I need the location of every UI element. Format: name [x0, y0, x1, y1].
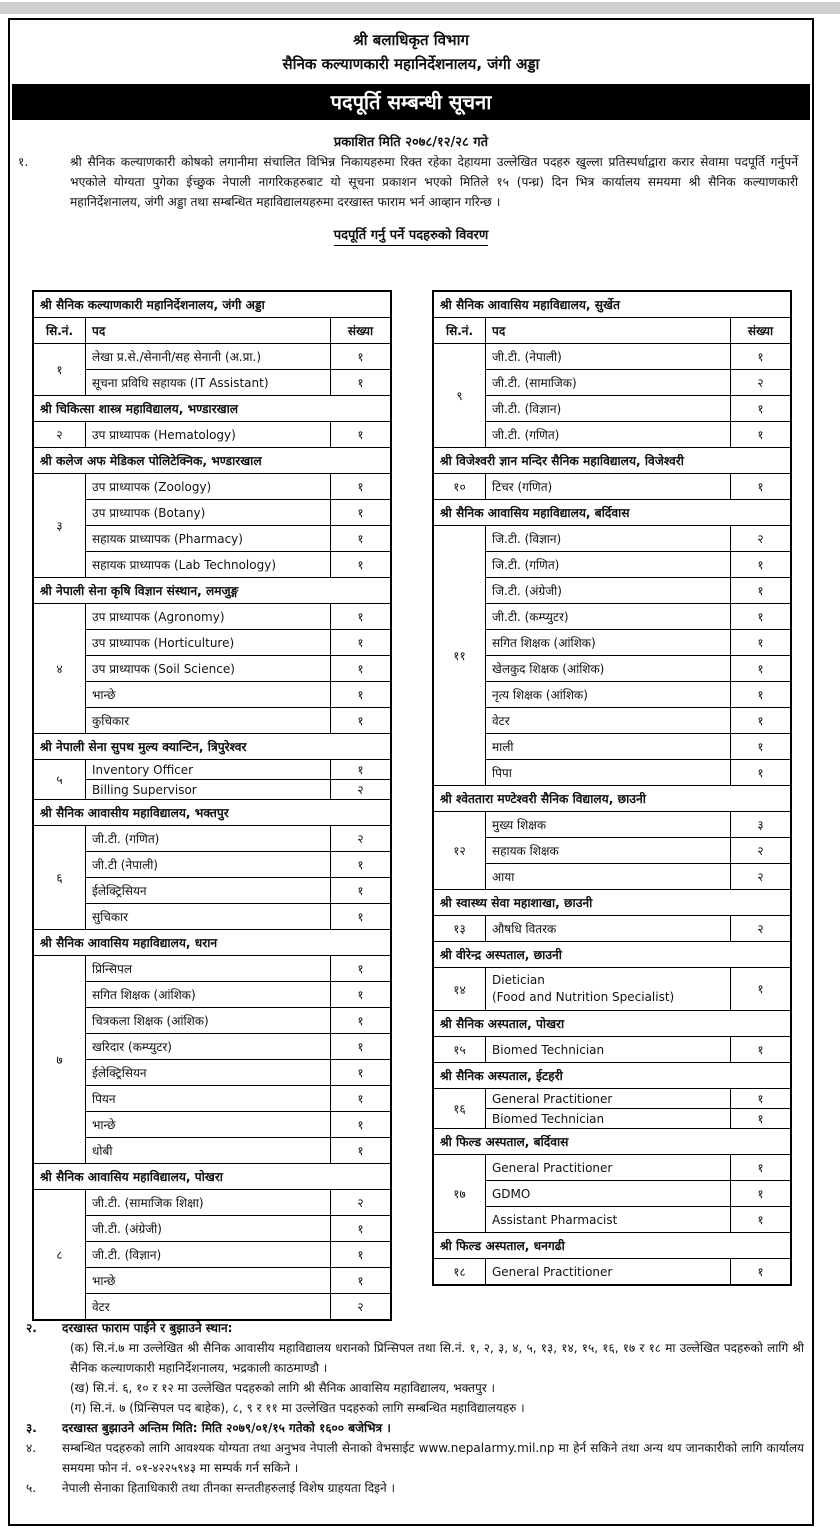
post-count: १ — [731, 760, 791, 786]
post-name: Billing Supervisor — [86, 780, 331, 800]
post-row — [434, 708, 791, 734]
post-count: १ — [330, 1034, 390, 1060]
posts-table — [433, 291, 791, 1285]
post-name: जी.टी (नेपाली) — [86, 852, 331, 878]
post-name: Biomed Technician — [486, 1109, 731, 1129]
institution-row — [434, 942, 791, 968]
post-row — [34, 1190, 391, 1216]
post-row — [34, 708, 391, 734]
institution-row — [34, 292, 391, 318]
institution-row — [434, 890, 791, 916]
post-count: १ — [330, 344, 390, 370]
post-name: जी.टी. (सामाजिक) — [486, 370, 731, 396]
col-header-sn: सि.नं. — [34, 318, 86, 344]
post-row — [434, 1181, 791, 1207]
post-count: १ — [330, 1086, 390, 1112]
directorate-name: सैनिक कल्याणकारी महानिर्देशनालय, जंगी अड्डा — [282, 55, 540, 73]
post-name: ईलेक्ट्रिसियन — [86, 1060, 331, 1086]
post-row — [34, 1034, 391, 1060]
post-row — [434, 526, 791, 552]
post-name: जि.टी. (अंग्रेजी) — [486, 578, 731, 604]
post-row — [34, 780, 391, 800]
post-count: १ — [330, 682, 390, 708]
post-count: १ — [330, 878, 390, 904]
institution-row — [34, 1164, 391, 1190]
serial-number: १७ — [434, 1155, 486, 1233]
post-name: वेटर — [486, 708, 731, 734]
footer-point-2a: (क) सि.नं.७ मा उल्लेखित श्री सैनिक आवासीय महाविद्यालय धरानको प्रिन्सिपल तथा सि.नं. १, २, ३, ४, ५, १३, १४, १५, १६, १७ र १८ मा उल्लेखित पदहरुको लागि श्री सैनिक कल्याणकारी महानिर्देशनालय, भद्रकाली काठमाण्डौ । — [70, 1341, 804, 1375]
serial-number: ३ — [34, 474, 86, 578]
institution-name: श्री नेपाली सेना सुपथ मुल्य क्यान्टिन, त्रिपुरेश्वर — [34, 734, 391, 760]
post-row — [34, 422, 391, 448]
post-name: उप प्राध्यापक (Agronomy) — [86, 604, 331, 630]
post-count: १ — [330, 708, 390, 734]
post-name: नृत्य शिक्षक (आंशिक) — [486, 682, 731, 708]
post-name: धोबी — [86, 1138, 331, 1164]
post-count: ३ — [731, 812, 791, 838]
post-count: २ — [330, 780, 390, 800]
post-count: १ — [330, 552, 390, 578]
post-name: वेटर — [86, 1294, 331, 1320]
post-row — [434, 344, 791, 370]
post-count: १ — [330, 656, 390, 682]
institution-row — [434, 292, 791, 318]
institution-name: श्री नेपाली सेना कृषि विज्ञान संस्थान, लमजुङ्ग — [34, 578, 391, 604]
post-name: सूचना प्रविधि सहायक (IT Assistant) — [86, 370, 331, 396]
post-row — [34, 1060, 391, 1086]
post-count: १ — [330, 852, 390, 878]
post-name: सगित शिक्षक (आंशिक) — [86, 982, 331, 1008]
serial-number: १८ — [434, 1259, 486, 1285]
institution-row — [34, 930, 391, 956]
post-count: १ — [731, 708, 791, 734]
notice-footer — [10, 1318, 816, 1498]
post-row — [34, 656, 391, 682]
notice-document — [8, 18, 814, 1526]
col-header-count: संख्या — [330, 318, 390, 344]
post-row — [434, 1089, 791, 1109]
serial-number: ७ — [34, 956, 86, 1164]
post-row — [434, 838, 791, 864]
serial-number: ८ — [34, 1190, 86, 1320]
post-name: जी.टी. (नेपाली) — [486, 344, 731, 370]
post-name: जि.टी. (विज्ञान) — [486, 526, 731, 552]
posts-table — [33, 291, 391, 1320]
institution-row — [434, 448, 791, 474]
post-count: १ — [731, 1037, 791, 1063]
serial-number: ६ — [34, 826, 86, 930]
post-row — [434, 656, 791, 682]
post-name: उप प्राध्यापक (Zoology) — [86, 474, 331, 500]
department-name: श्री बलाधिकृत विभाग — [353, 31, 469, 49]
post-name: ईलेक्ट्रिसियन — [86, 878, 331, 904]
institution-row — [434, 786, 791, 812]
post-row — [34, 1008, 391, 1034]
post-count: १ — [330, 1008, 390, 1034]
post-count: १ — [731, 968, 791, 1011]
institution-name: श्री फिल्ड अस्पताल, धनगढी — [434, 1233, 791, 1259]
post-count: १ — [731, 734, 791, 760]
post-count: १ — [330, 474, 390, 500]
col-header-sn: सि.नं. — [434, 318, 486, 344]
institution-name: श्री स्वास्थ्य सेवा महाशाखा, छाउनी — [434, 890, 791, 916]
published-date: प्रकाशित मिति २०७८/१२/२८ गते — [333, 135, 489, 150]
footer-point-4 — [10, 1438, 816, 1478]
institution-name: श्री फिल्ड अस्पताल, बर्दिवास — [434, 1129, 791, 1155]
post-count: १ — [731, 344, 791, 370]
post-row — [34, 878, 391, 904]
post-count: १ — [330, 1060, 390, 1086]
post-name: जी.टी. (सामाजिक शिक्षा) — [86, 1190, 331, 1216]
post-row — [434, 734, 791, 760]
post-count: १ — [330, 1138, 390, 1164]
footer-point-2b: (ख) सि.नं. ६, १० र १२ मा उल्लेखित पदहरुको लागि श्री सैनिक आवासिय महाविद्यालय, भक्तपुर । — [70, 1381, 496, 1395]
post-name: पियन — [86, 1086, 331, 1112]
post-count: २ — [330, 826, 390, 852]
post-count: १ — [731, 630, 791, 656]
post-row — [34, 630, 391, 656]
post-name: उप प्राध्यापक (Botany) — [86, 500, 331, 526]
serial-number: १२ — [434, 812, 486, 890]
post-count: २ — [731, 864, 791, 890]
post-count: २ — [731, 526, 791, 552]
post-row — [434, 604, 791, 630]
post-count: १ — [330, 956, 390, 982]
post-name: भान्छे — [86, 682, 331, 708]
post-name: GDMO — [486, 1181, 731, 1207]
post-row — [434, 968, 791, 1011]
footer-point-2c: (ग) सि.नं. ७ (प्रिन्सिपल पद बाहेक), ८, ९ र ११ मा उल्लेखित पदहरुको लागि सम्बन्धित महाविद्यालयहरु । — [70, 1401, 525, 1415]
post-row — [434, 1037, 791, 1063]
post-name: आया — [486, 864, 731, 890]
footer-point-5 — [10, 1478, 816, 1498]
footer-point-2 — [10, 1318, 816, 1338]
serial-number: १ — [34, 344, 86, 396]
institution-row — [34, 734, 391, 760]
post-name: Inventory Officer — [86, 760, 331, 780]
post-name: General Practitioner — [486, 1259, 731, 1285]
intro-text: श्री सैनिक कल्याणकारी कोषको लगानीमा संचालित विभिन्न निकायहरुमा रिक्त रहेका देहायमा उल्लेखित पदहरु खुल्ला प्रतिस्पर्धाद्वारा करार सेवामा पदपूर्ति गर्नुपर्ने भएकोले योग्यता पुगेका ईच्छुक नेपाली नागरिकहरुबाट यो सूचना प्रकाशन भएको मितिले १५ (पन्ध्र) दिन भित्र कार्यालय समयमा श्री सैनिक कल्याणकारी महानिर्देशनालय, जंगी अड्डा तथा सम्बन्धित महाविद्यालयहरुमा दरखास्त फाराम भर्न आव्हान गरिन्छ । — [70, 155, 798, 209]
post-count: १ — [330, 604, 390, 630]
post-row — [34, 852, 391, 878]
post-row — [34, 1216, 391, 1242]
post-row — [34, 1112, 391, 1138]
post-row — [34, 904, 391, 930]
post-row — [434, 552, 791, 578]
notice-title-banner: पदपूर्ति सम्बन्धी सूचना — [12, 84, 810, 120]
post-row — [434, 396, 791, 422]
institution-name: श्री सैनिक आवासिय महाविद्यालय, सुर्खेत — [434, 292, 791, 318]
point-number: ५. — [26, 1481, 37, 1495]
institution-name: श्री वीरेन्द्र अस्पताल, छाउनी — [434, 942, 791, 968]
post-count: १ — [330, 370, 390, 396]
left-posts-table — [32, 290, 392, 1321]
post-row — [434, 1259, 791, 1285]
institution-name: श्री कलेज अफ मेडिकल पोलिटेक्निक, भण्डारखाल — [34, 448, 391, 474]
post-row — [34, 826, 391, 852]
post-count: २ — [330, 1190, 390, 1216]
post-row — [34, 760, 391, 780]
point-text: दरखास्त फाराम पाईने र बुझाउने स्थान: — [62, 1321, 233, 1335]
point-text: सम्बन्धित पदहरुको लागि आवश्यक योग्यता तथा अनुभव नेपाली सेनाको वेभसाईट www.nepalarmy.mil.np मा हेर्न सकिने तथा अन्य थप जानकारीको लागि कार्यालय समयमा फोन नं. ०१-४२२५९४३ मा सम्पर्क गर्न सकिने । — [62, 1441, 804, 1475]
post-name: उप प्राध्यापक (Hematology) — [86, 422, 331, 448]
post-count: १ — [330, 1268, 390, 1294]
serial-number: १४ — [434, 968, 486, 1011]
post-name: प्रिन्सिपल — [86, 956, 331, 982]
post-row — [34, 682, 391, 708]
column-header-row — [34, 318, 391, 344]
footer-point-3 — [10, 1418, 816, 1438]
point-number: ३. — [26, 1421, 37, 1435]
post-row — [434, 370, 791, 396]
post-name: जी.टी. (अंग्रेजी) — [86, 1216, 331, 1242]
post-name: भान्छे — [86, 1268, 331, 1294]
post-count: १ — [731, 682, 791, 708]
post-count: १ — [731, 474, 791, 500]
institution-row — [434, 1129, 791, 1155]
post-name: मुख्य शिक्षक — [486, 812, 731, 838]
post-row — [34, 604, 391, 630]
institution-name: श्री सैनिक अस्पताल, पोखरा — [434, 1011, 791, 1037]
institution-row — [34, 396, 391, 422]
serial-number: १० — [434, 474, 486, 500]
post-name: टिचर (गणित) — [486, 474, 731, 500]
post-row — [434, 760, 791, 786]
post-row — [34, 552, 391, 578]
post-row — [434, 578, 791, 604]
post-row — [434, 682, 791, 708]
col-header-post: पद — [86, 318, 331, 344]
post-name: खेलकुद शिक्षक (आंशिक) — [486, 656, 731, 682]
post-row — [34, 956, 391, 982]
post-name: उप प्राध्यापक (Horticulture) — [86, 630, 331, 656]
post-name: भान्छे — [86, 1112, 331, 1138]
post-row — [34, 474, 391, 500]
post-count: १ — [330, 630, 390, 656]
post-count: २ — [731, 838, 791, 864]
post-row — [34, 982, 391, 1008]
post-name: लेखा प्र.से./सेनानी/सह सेनानी (अ.प्रा.) — [86, 344, 331, 370]
serial-number: १५ — [434, 1037, 486, 1063]
post-row — [34, 500, 391, 526]
post-name: Biomed Technician — [486, 1037, 731, 1063]
post-count: १ — [330, 526, 390, 552]
post-row — [34, 1086, 391, 1112]
post-count: १ — [330, 904, 390, 930]
table-title-text: पदपूर्ति गर्नु पर्ने पदहरुको विवरण — [334, 228, 489, 246]
post-count: १ — [731, 578, 791, 604]
post-name: उप प्राध्यापक (Soil Science) — [86, 656, 331, 682]
post-count: १ — [731, 1109, 791, 1129]
intro-paragraph — [18, 152, 798, 212]
post-count: १ — [731, 604, 791, 630]
post-name: चित्रकला शिक्षक (आंशिक) — [86, 1008, 331, 1034]
post-name: सगित शिक्षक (आंशिक) — [486, 630, 731, 656]
post-count: १ — [330, 422, 390, 448]
post-name: कुचिकार — [86, 708, 331, 734]
post-row — [34, 1294, 391, 1320]
post-row — [434, 916, 791, 942]
post-name: जी.टी. (विज्ञान) — [86, 1242, 331, 1268]
serial-number: ४ — [34, 604, 86, 734]
post-count: १ — [330, 500, 390, 526]
post-name: माली — [486, 734, 731, 760]
post-count: १ — [330, 1112, 390, 1138]
col-header-count: संख्या — [731, 318, 791, 344]
serial-number: ११ — [434, 526, 486, 786]
institution-name: श्री सैनिक आवासिय महाविद्यालय, धरान — [34, 930, 391, 956]
table-title — [10, 224, 812, 243]
right-posts-table — [432, 290, 792, 1286]
post-count: १ — [731, 1259, 791, 1285]
post-row — [34, 370, 391, 396]
post-row — [34, 344, 391, 370]
post-count: २ — [330, 1294, 390, 1320]
post-name-line2: (Food and Nutrition Specialist) — [492, 990, 675, 1004]
post-row — [434, 812, 791, 838]
post-row — [434, 1109, 791, 1129]
post-count: २ — [731, 916, 791, 942]
institution-row — [34, 800, 391, 826]
serial-number: ९ — [434, 344, 486, 448]
institution-name: श्री श्वेततारा मण्टेश्वरी सैनिक विद्यालय, छाउनी — [434, 786, 791, 812]
post-row — [34, 1138, 391, 1164]
institution-row — [434, 1011, 791, 1037]
institution-row — [434, 500, 791, 526]
post-row — [434, 474, 791, 500]
post-name: General Practitioner — [486, 1089, 731, 1109]
post-name: General Practitioner — [486, 1155, 731, 1181]
point-text: दरखास्त बुझाउने अन्तिम मिति: मिति २०७९/०१/१५ गतेको १६०० बजेभित्र । — [62, 1421, 391, 1435]
paragraph-number: १. — [18, 155, 29, 169]
post-count: १ — [731, 1089, 791, 1109]
post-count: १ — [731, 1155, 791, 1181]
post-name: जी.टी. (कम्प्युटर) — [486, 604, 731, 630]
post-name — [486, 968, 731, 1011]
post-name: सहायक प्राध्यापक (Lab Technology) — [86, 552, 331, 578]
post-row — [434, 630, 791, 656]
serial-number: २ — [34, 422, 86, 448]
post-count: १ — [731, 1181, 791, 1207]
institution-name: श्री सैनिक अस्पताल, ईटहरी — [434, 1063, 791, 1089]
post-count: १ — [330, 982, 390, 1008]
point-text: नेपाली सेनाका हिताधिकारी तथा तीनका सन्ततीहरुलाई विशेष ग्राहयता दिइने । — [62, 1481, 396, 1495]
institution-row — [34, 578, 391, 604]
top-scan-border — [0, 2, 840, 14]
institution-row — [434, 1233, 791, 1259]
post-row — [434, 422, 791, 448]
post-name: जी.टी. (विज्ञान) — [486, 396, 731, 422]
institution-name: श्री सैनिक आवासीय महाविद्यालय, भक्तपुर — [34, 800, 391, 826]
institution-name: श्री विजेश्वरी ज्ञान मन्दिर सैनिक महाविद्यालय, विजेश्वरी — [434, 448, 791, 474]
post-name-line1: Dietician — [492, 973, 545, 987]
institution-name: श्री चिकित्सा शास्त्र महाविद्यालय, भण्डारखाल — [34, 396, 391, 422]
post-row — [34, 1268, 391, 1294]
post-name: जी.टी. (गणित) — [486, 422, 731, 448]
post-name: सहायक शिक्षक — [486, 838, 731, 864]
serial-number: १६ — [434, 1089, 486, 1129]
post-name: औषधि वितरक — [486, 916, 731, 942]
post-count: १ — [330, 1216, 390, 1242]
post-count: १ — [731, 1207, 791, 1233]
institution-row — [434, 1063, 791, 1089]
institution-row — [34, 448, 391, 474]
post-name: जि.टी. (गणित) — [486, 552, 731, 578]
post-row — [434, 1207, 791, 1233]
post-row — [434, 864, 791, 890]
post-name: जी.टी. (गणित) — [86, 826, 331, 852]
post-count: १ — [731, 422, 791, 448]
serial-number: १३ — [434, 916, 486, 942]
post-name: सुचिकार — [86, 904, 331, 930]
post-row — [434, 1155, 791, 1181]
post-name: Assistant Pharmacist — [486, 1207, 731, 1233]
post-row — [34, 1242, 391, 1268]
post-name: सहायक प्राध्यापक (Pharmacy) — [86, 526, 331, 552]
serial-number: ५ — [34, 760, 86, 800]
post-name: पिपा — [486, 760, 731, 786]
point-number: २. — [26, 1321, 37, 1335]
institution-name: श्री सैनिक आवासिय महाविद्यालय, बर्दिवास — [434, 500, 791, 526]
post-row — [34, 526, 391, 552]
institution-name: श्री सैनिक कल्याणकारी महानिर्देशनालय, जंगी अड्डा — [34, 292, 391, 318]
post-count: १ — [731, 656, 791, 682]
post-count: १ — [330, 760, 390, 780]
post-count: १ — [731, 552, 791, 578]
col-header-post: पद — [486, 318, 731, 344]
post-count: २ — [731, 370, 791, 396]
post-count: १ — [731, 396, 791, 422]
post-count: १ — [330, 1242, 390, 1268]
point-number: ४. — [26, 1441, 37, 1455]
column-header-row — [434, 318, 791, 344]
institution-name: श्री सैनिक आवासिय महाविद्यालय, पोखरा — [34, 1164, 391, 1190]
post-name: खरिदार (कम्प्युटर) — [86, 1034, 331, 1060]
